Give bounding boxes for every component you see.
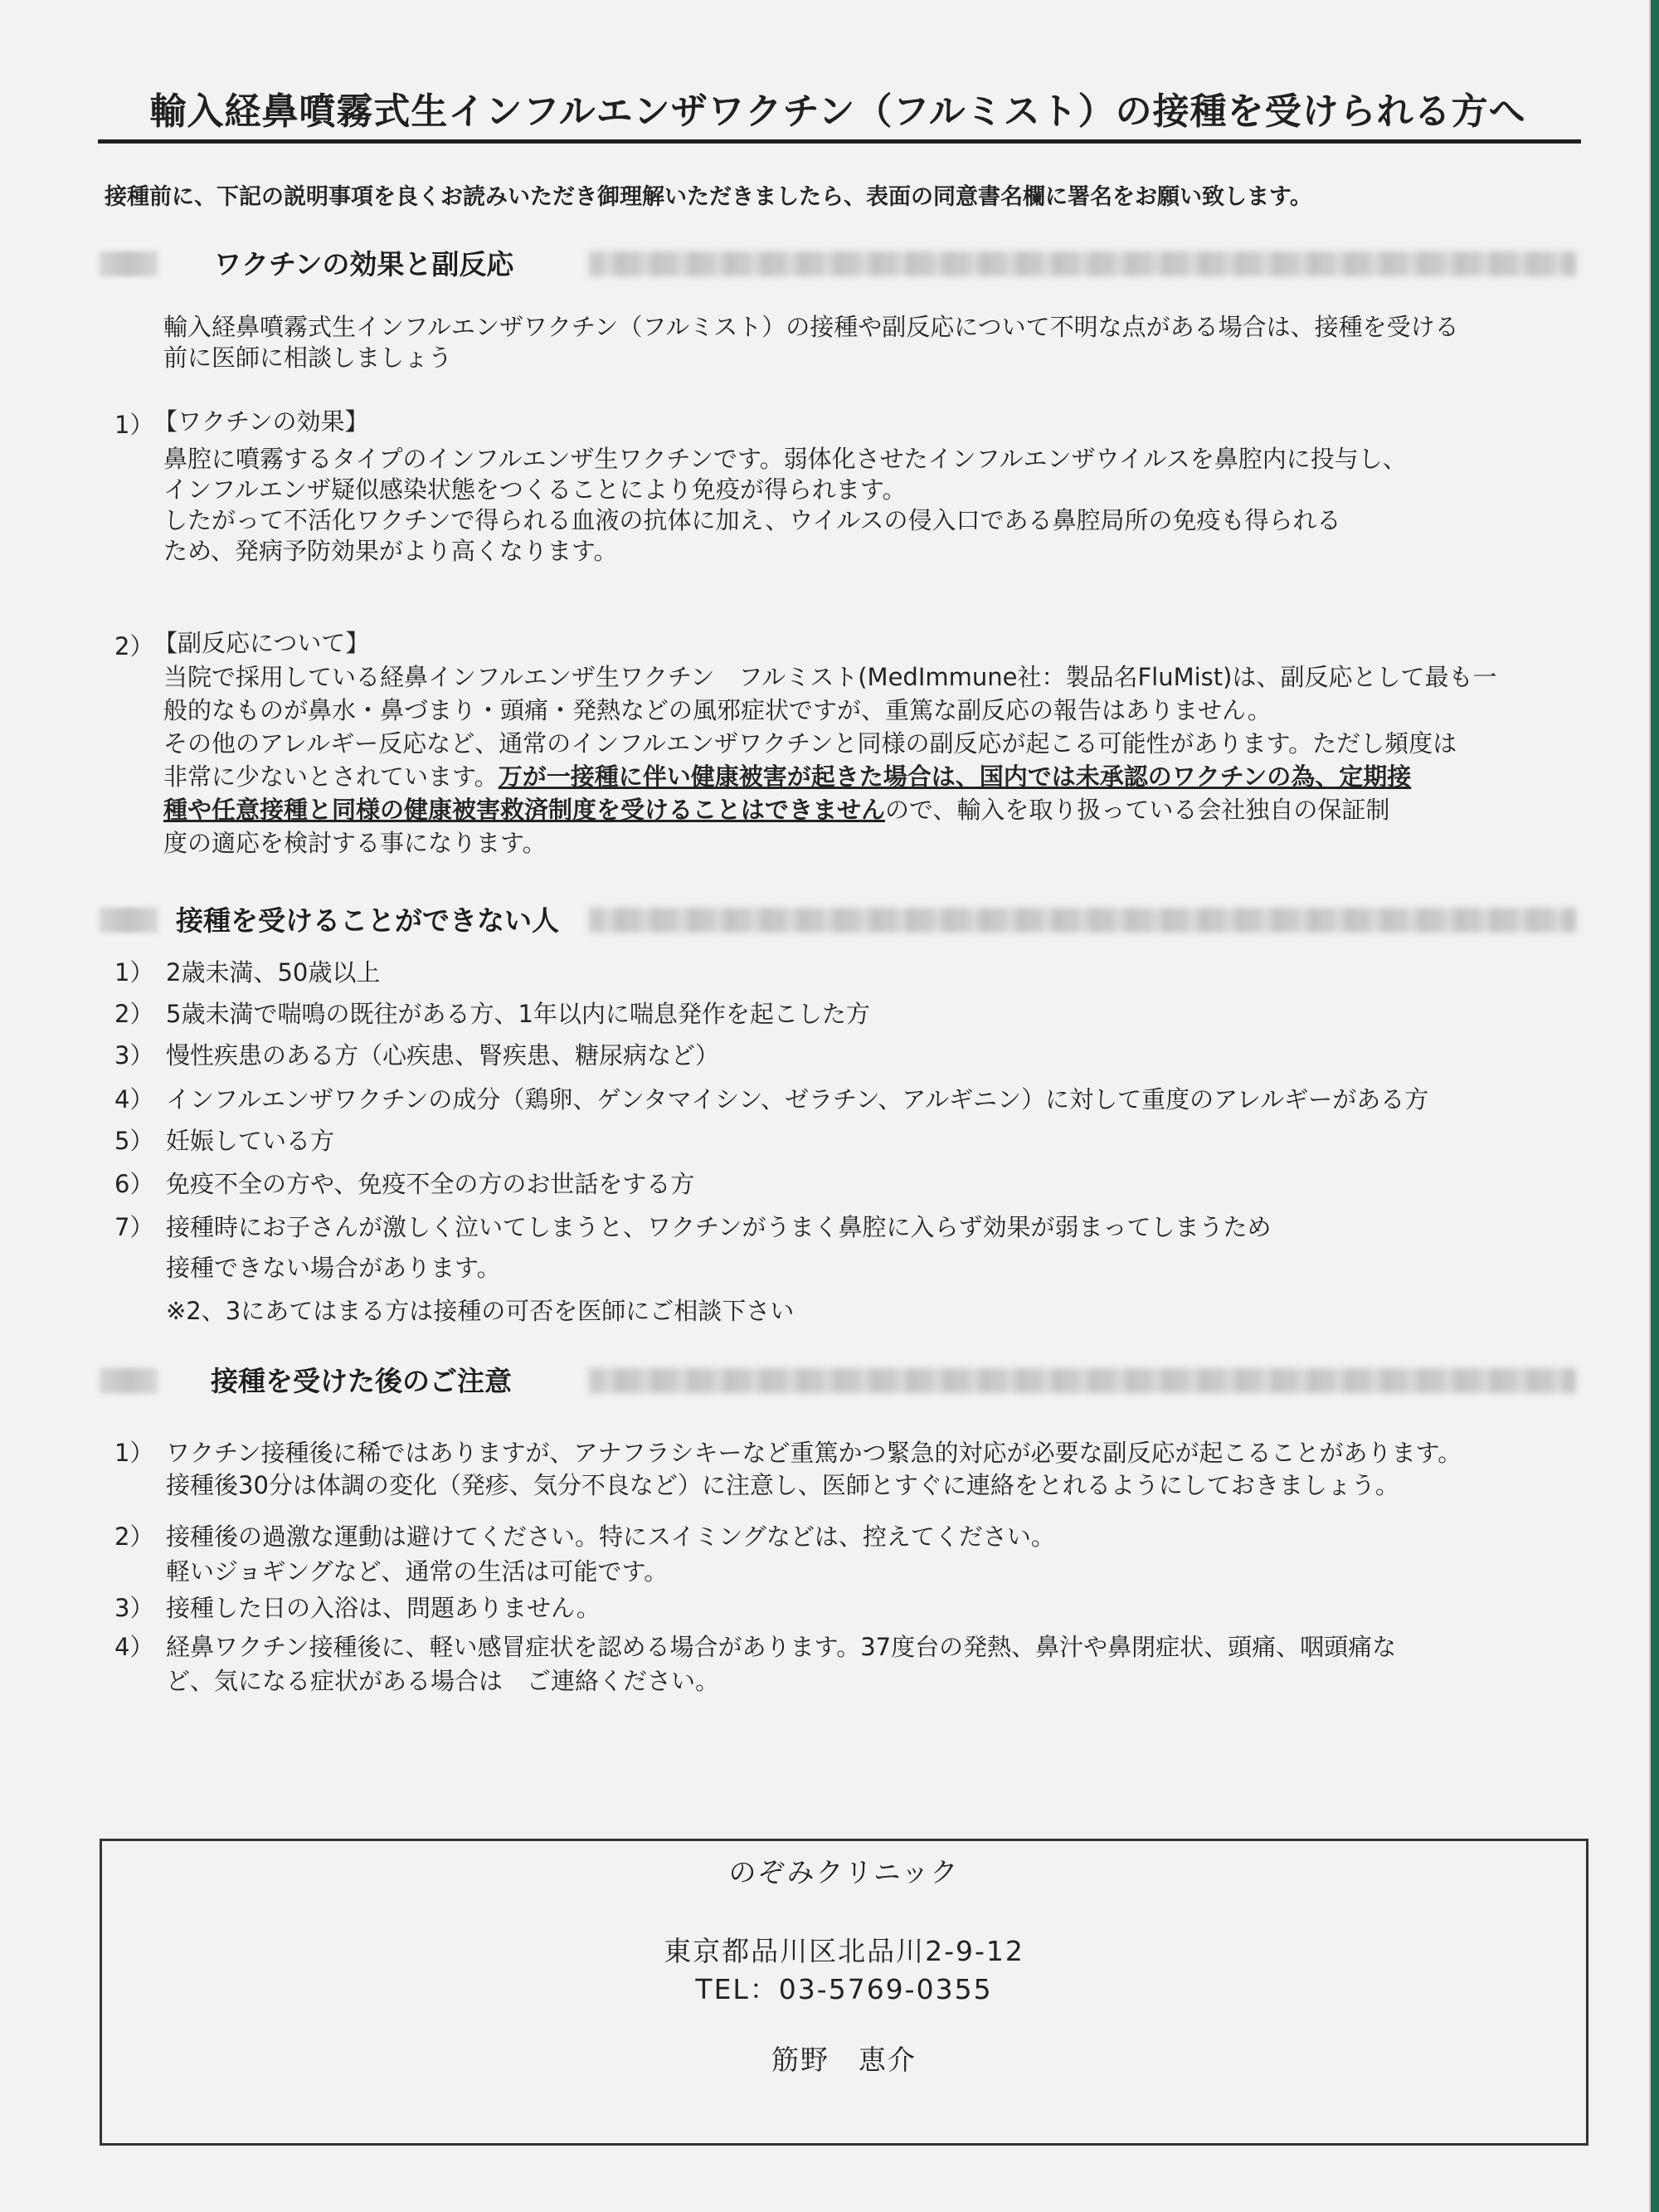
underlined-warning-part-1: 万が一接種に伴い健康被害が起きた場合は、国内では未承認のワクチンの為、定期接 [498,763,1412,791]
item-text: 妊娠している方 [166,1127,335,1155]
item-number: 1） [114,411,154,439]
aftercare-item-4-line-2: ど、気になる症状がある場合は ご連絡ください。 [166,1667,720,1695]
ineligible-item-4 [114,1083,1428,1116]
redaction-blur-right [589,251,1576,276]
document-title: 輸入経鼻噴霧式生インフルエンザワクチン（フルミスト）の接種を受けられる方へ [149,90,1526,133]
item-number: 4） [114,1085,154,1113]
clinic-address: 東京都品川区北品川2-9-12 [664,1935,1024,1967]
side-effect-line-3: その他のアレルギー反応など、通常のインフルエンザワクチンと同様の副反応が起こる可能性があります。ただし頻度は [163,729,1457,758]
item-text: インフルエンザワクチンの成分（鶏卵、ゲンタマイシン、ゼラチン、アルギニン）に対して重度のアレルギーがある方 [166,1085,1429,1113]
item-number: 5） [114,1127,154,1155]
aftercare-item-4 [114,1630,1396,1664]
item-text: 慢性疾患のある方（心疾患、腎疾患、糖尿病など） [166,1041,720,1069]
redaction-blur-right [589,908,1576,933]
section-heading-label: ワクチンの効果と副反応 [214,248,514,280]
item-text: 接種時にお子さんが激しく泣いてしまうと、ワクチンがうまく鼻腔に入らず効果が弱まってしまうため [166,1213,1272,1241]
aftercare-item-1-line-2: 接種後30分は体調の変化（発疹、気分不良など）に注意し、医師とすぐに連絡をとれるようにしておきましょう。 [166,1471,1399,1499]
item-text: 5歳未満で喘鳴の既往がある方、1年以内に喘息発作を起こした方 [166,1000,870,1028]
aftercare-item-1 [114,1436,1462,1469]
item-number: 6） [114,1170,154,1198]
aftercare-item-2-line-2: 軽いジョギングなど、通常の生活は可能です。 [166,1557,669,1586]
side-effect-line-6: 度の適応を検討する事になります。 [163,829,547,857]
clinic-phone: TEL：03-5769-0355 [695,1973,993,2005]
item-number: 2） [114,632,154,660]
ineligible-item-7-continued: 接種できない場合があります。 [166,1254,501,1282]
redaction-blur-left [100,908,158,933]
item-heading-side-effects: 【副反応について】 [153,629,370,657]
item-number: 1） [114,958,154,987]
section-heading-effects [100,246,1576,283]
effect-line-1: 鼻腔に噴霧するタイプのインフルエンザ生ワクチンです。弱体化させたインフルエンザウイルスを鼻腔内に投与し、 [163,445,1407,473]
side-effect-line-5-plain: ので、輸入を取り扱っている会社独自の保証制 [885,796,1390,824]
background-edge [1651,0,1659,2212]
item-text: ワクチン接種後に稀ではありますが、アナフラシキーなど重篤かつ緊急的対応が必要な副反応が起こることがあります。 [166,1439,1462,1467]
item-number: 1） [114,1439,154,1467]
effect-line-4: ため、発病予防効果がより高くなります。 [163,537,618,565]
clinic-doctor-name: 筋野 恵介 [771,2044,917,2076]
clinic-info-box [100,1839,1588,2146]
item-heading-vaccine-effect: 【ワクチンの効果】 [153,407,369,436]
redaction-blur-right [589,1368,1576,1393]
section-heading-after-care [100,1363,1576,1400]
item-number: 2） [114,1523,154,1551]
aftercare-item-3 [114,1591,601,1625]
effect-line-3: したがって不活化ワクチンで得られる血液の抗体に加え、ウイルスの侵入口である鼻腔局所の免疫も得られる [163,506,1341,534]
title-underline [98,139,1581,144]
ineligible-item-7 [114,1211,1272,1244]
section-heading-label: 接種を受けた後のご注意 [211,1365,512,1397]
underlined-warning-part-2: 種や任意接種と同様の健康被害救済制度を受けることはできません [163,796,886,824]
item-number: 2） [114,1000,154,1028]
item-number: 3） [114,1594,154,1622]
ineligible-note: ※2、3にあてはまる方は接種の可否を医師にご相談下さい [166,1297,795,1325]
effect-line-2: インフルエンザ疑似感染状態をつくることにより免疫が得られます。 [163,475,907,504]
item-text: 接種した日の入浴は、問題ありません。 [166,1594,601,1622]
item-number: 4） [114,1633,154,1661]
side-effect-line-2: 般的なものが鼻水・鼻づまり・頭痛・発熱などの風邪症状ですが、重篤な副反応の報告はありません。 [163,696,1272,724]
side-effect-line-4-plain: 非常に少ないとされています。 [163,763,499,791]
ineligible-item-5 [114,1124,334,1157]
redaction-blur-left [100,251,158,276]
item-number: 3） [114,1041,154,1069]
item-text: 経鼻ワクチン接種後に、軽い感冒症状を認める場合があります。37度台の発熱、鼻汁や鼻閉症状、頭痛、咽頭痛な [166,1633,1397,1661]
section-heading-ineligible [100,903,1576,939]
ineligible-item-2 [114,997,870,1030]
item-text: 免疫不全の方や、免疫不全の方のお世話をする方 [166,1170,695,1198]
item-number: 7） [114,1213,154,1241]
clinic-name: のぞみクリニック [728,1856,960,1888]
section-heading-label: 接種を受けることができない人 [176,904,559,937]
aftercare-item-2 [114,1520,1055,1553]
redaction-blur-left [100,1368,158,1393]
section1-lead-line-1: 輸入経鼻噴霧式生インフルエンザワクチン（フルミスト）の接種や副反応について不明な点がある場合は、接種を受ける [163,313,1459,341]
side-effect-line-1: 当院で採用している経鼻インフルエンザ生ワクチン フルミスト(MedImmune社：製品名FluMist)は、副反応として最も一 [163,663,1497,691]
side-effect-line-4 [163,762,1411,792]
ineligible-item-1 [114,956,380,989]
side-effect-line-5 [163,795,1389,826]
ineligible-item-6 [114,1167,694,1201]
intro-text: 接種前に、下記の説明事項を良くお読みいただき御理解いただきましたら、表面の同意書名欄に署名をお願い致します。 [105,184,1312,210]
item-text: 2歳未満、50歳以上 [166,958,381,987]
section1-lead-line-2: 前に医師に相談しましょう [163,343,453,372]
item-text: 接種後の過激な運動は避けてください。特にスイミングなどは、控えてください。 [166,1523,1055,1551]
ineligible-item-3 [114,1039,719,1072]
